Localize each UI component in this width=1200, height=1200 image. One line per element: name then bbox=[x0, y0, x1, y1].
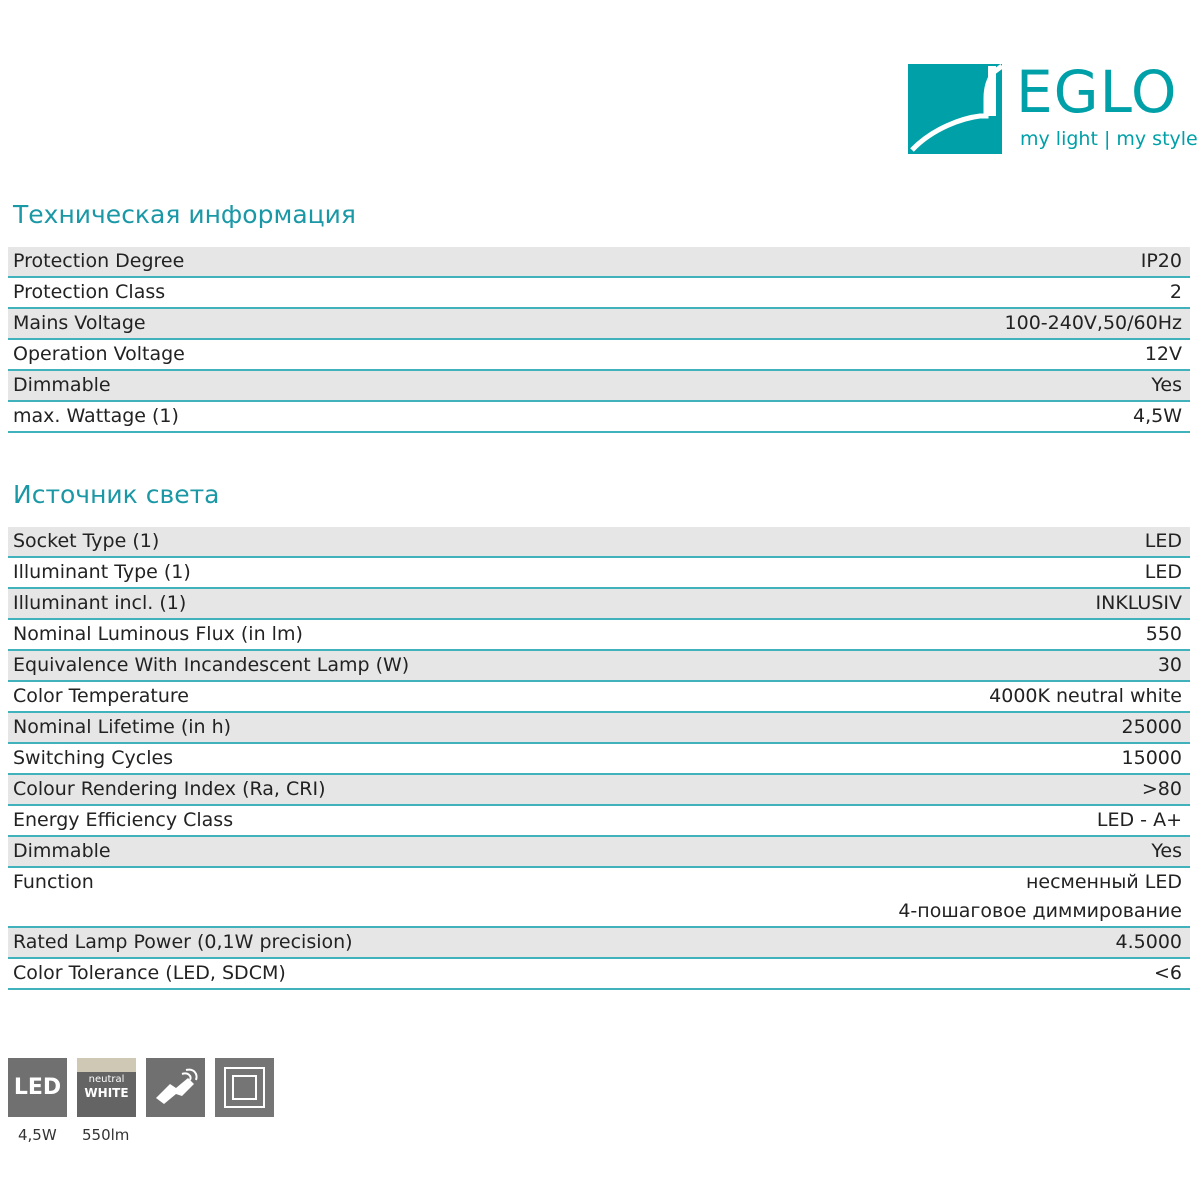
spec-label: Equivalence With Incandescent Lamp (W) bbox=[13, 654, 410, 676]
feature-icons bbox=[8, 1058, 274, 1117]
spec-label: Color Tolerance (LED, SDCM) bbox=[13, 962, 286, 984]
class-2-protection-icon bbox=[215, 1058, 274, 1117]
spec-label: Operation Voltage bbox=[13, 343, 185, 365]
spec-label: Illuminant Type (1) bbox=[13, 561, 191, 583]
touch-dimmer-icon bbox=[146, 1058, 205, 1117]
spec-value: Yes bbox=[1151, 374, 1182, 396]
spec-label: Colour Rendering Index (Ra, CRI) bbox=[13, 778, 326, 800]
spec-value: <6 bbox=[1153, 962, 1182, 984]
neutral-icon-line1: neutral bbox=[88, 1074, 125, 1085]
spec-value: LED - A+ bbox=[1096, 809, 1182, 831]
spec-value: 4.5000 bbox=[1115, 931, 1182, 953]
power-caption: 4,5W bbox=[18, 1126, 57, 1144]
spec-label: Nominal Luminous Flux (in lm) bbox=[13, 623, 303, 645]
spec-row bbox=[8, 278, 1190, 309]
spec-value: 25000 bbox=[1121, 716, 1182, 738]
spec-value: несменный LED 4-пошаговое диммирование bbox=[898, 871, 1182, 922]
spec-label: Function bbox=[13, 871, 94, 893]
spec-row bbox=[8, 837, 1190, 868]
spec-row bbox=[8, 682, 1190, 713]
spec-row bbox=[8, 744, 1190, 775]
spec-label: Nominal Lifetime (in h) bbox=[13, 716, 232, 738]
spec-value: LED bbox=[1144, 561, 1182, 583]
spec-row bbox=[8, 868, 1190, 928]
eglo-logo-mark bbox=[908, 58, 1008, 158]
spec-value: LED bbox=[1144, 530, 1182, 552]
spec-row bbox=[8, 928, 1190, 959]
led-icon-label: LED bbox=[13, 1075, 62, 1100]
technical-info-title: Техническая информация bbox=[13, 200, 356, 229]
spec-value: 100-240V,50/60Hz bbox=[1004, 312, 1182, 334]
neutral-icon-line2: WHITE bbox=[84, 1086, 129, 1100]
spec-value: >80 bbox=[1141, 778, 1182, 800]
spec-value: 12V bbox=[1144, 343, 1182, 365]
technical-info-table bbox=[8, 247, 1190, 433]
spec-row bbox=[8, 775, 1190, 806]
spec-row bbox=[8, 371, 1190, 402]
flux-caption: 550lm bbox=[82, 1126, 130, 1144]
spec-row bbox=[8, 959, 1190, 990]
spec-label: Protection Degree bbox=[13, 250, 185, 272]
spec-label: Switching Cycles bbox=[13, 747, 174, 769]
spec-value: Yes bbox=[1151, 840, 1182, 862]
spec-row bbox=[8, 806, 1190, 837]
brand-name: EGLO bbox=[1016, 58, 1178, 126]
spec-row bbox=[8, 558, 1190, 589]
spec-value: 550 bbox=[1145, 623, 1182, 645]
spec-label: Color Temperature bbox=[13, 685, 190, 707]
eglo-logo bbox=[908, 58, 1198, 158]
spec-row bbox=[8, 247, 1190, 278]
spec-value: 4,5W bbox=[1132, 405, 1182, 427]
spec-row bbox=[8, 402, 1190, 433]
led-icon bbox=[8, 1058, 67, 1117]
spec-value: 15000 bbox=[1121, 747, 1182, 769]
spec-label: Dimmable bbox=[13, 374, 111, 396]
spec-value: 30 bbox=[1157, 654, 1182, 676]
spec-row bbox=[8, 589, 1190, 620]
light-source-title: Источник света bbox=[13, 480, 220, 509]
spec-row bbox=[8, 340, 1190, 371]
spec-label: Rated Lamp Power (0,1W precision) bbox=[13, 931, 353, 953]
spec-label: Dimmable bbox=[13, 840, 111, 862]
spec-label: Mains Voltage bbox=[13, 312, 146, 334]
spec-value: IP20 bbox=[1140, 250, 1182, 272]
spec-row bbox=[8, 527, 1190, 558]
neutral-white-icon bbox=[77, 1058, 136, 1117]
spec-label: Illuminant incl. (1) bbox=[13, 592, 187, 614]
spec-label: Protection Class bbox=[13, 281, 166, 303]
spec-row bbox=[8, 620, 1190, 651]
spec-row bbox=[8, 713, 1190, 744]
spec-row bbox=[8, 651, 1190, 682]
spec-label: max. Wattage (1) bbox=[13, 405, 179, 427]
spec-value: 4000K neutral white bbox=[989, 685, 1182, 707]
spec-label: Socket Type (1) bbox=[13, 530, 160, 552]
spec-value: INKLUSIV bbox=[1095, 592, 1182, 614]
spec-row bbox=[8, 309, 1190, 340]
light-source-table bbox=[8, 527, 1190, 990]
brand-tagline: my light | my style bbox=[1020, 128, 1198, 150]
spec-value: 2 bbox=[1169, 281, 1182, 303]
spec-label: Energy Efficiency Class bbox=[13, 809, 234, 831]
